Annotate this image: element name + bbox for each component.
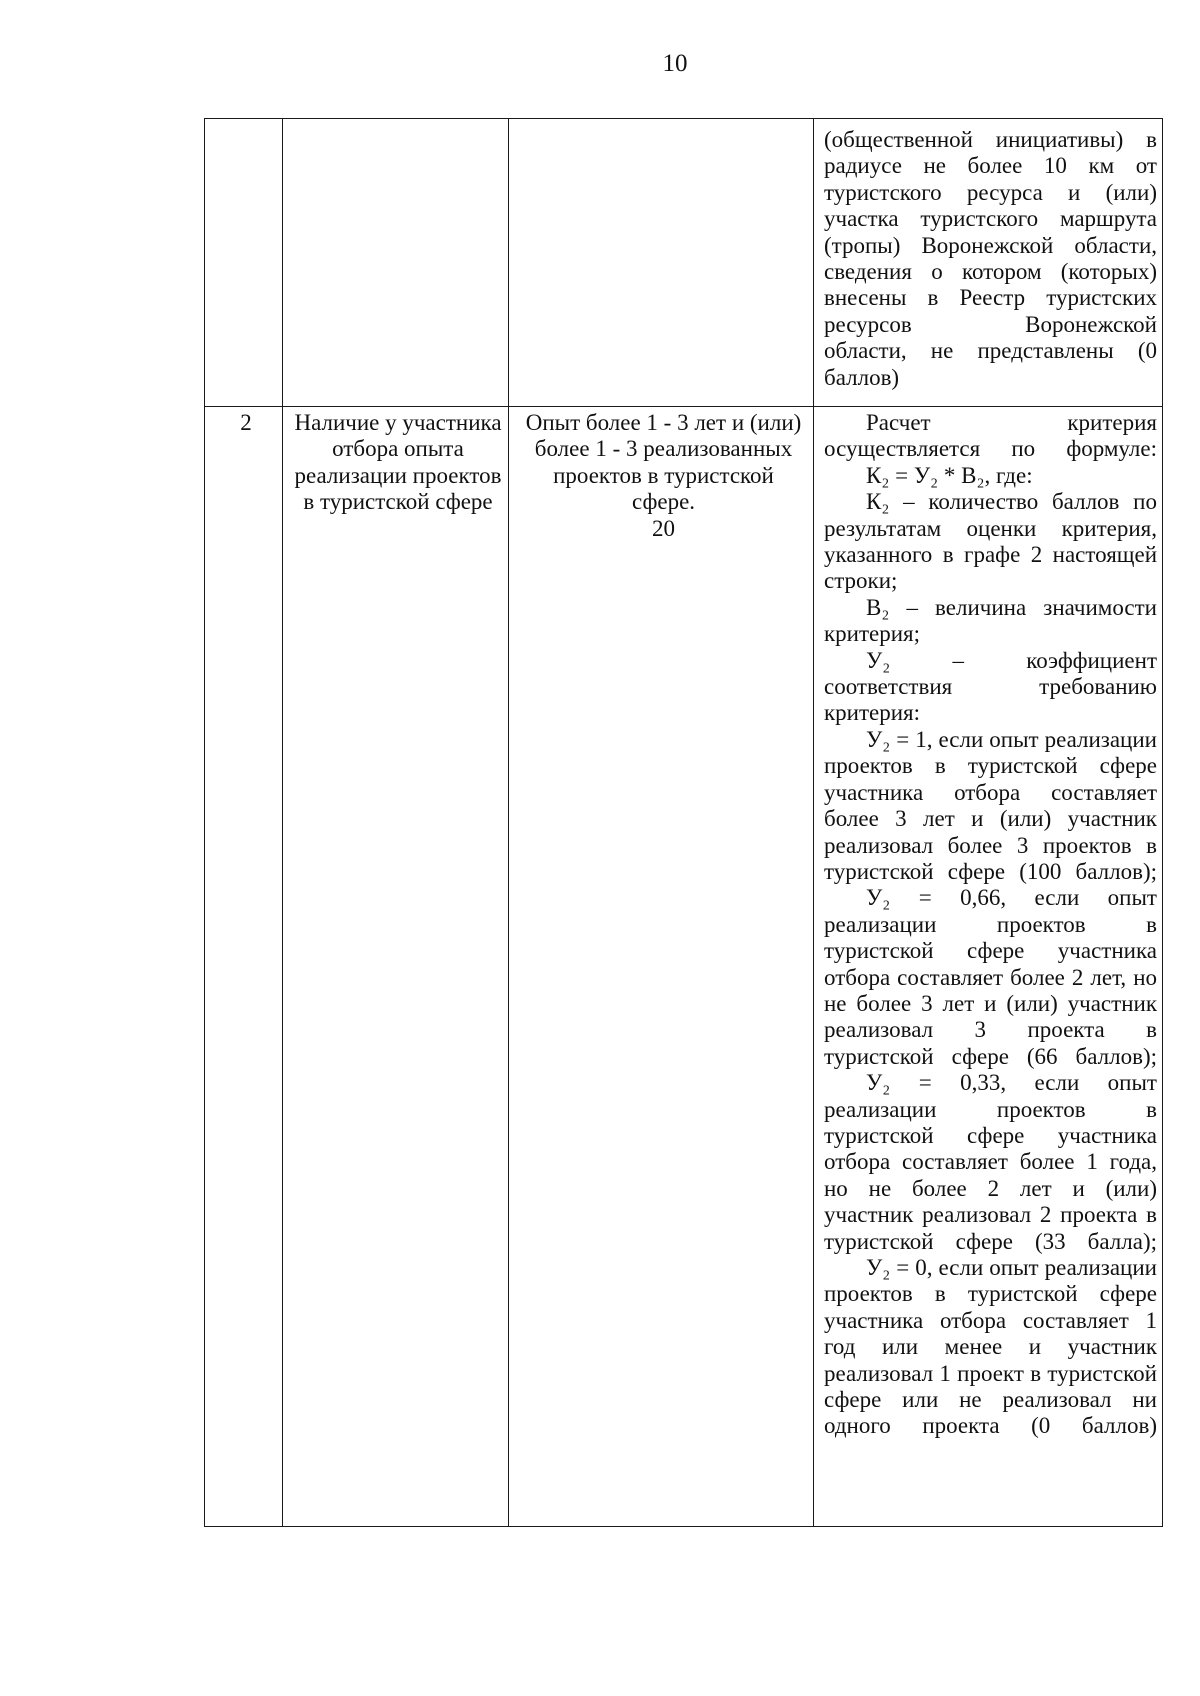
paragraph-b2: В₂ – величина значимости критерия; xyxy=(824,594,1157,647)
page-number: 10 xyxy=(662,50,688,77)
paragraph-y2-1: У₂ = 1, если опыт реализации проектов в туристской сфере участника отбора составляет более 3 лет и (или) участник реализовал более 3 проектов в туристской сфере (100 баллов); xyxy=(824,726,1157,884)
description-line: (общественной инициативы) в xyxy=(824,127,1157,152)
cell-requirement-empty xyxy=(509,119,814,407)
description-line: радиусе не более 10 км от xyxy=(824,153,1157,179)
cell-number-empty xyxy=(205,119,283,407)
description-line: туристского ресурса и (или) xyxy=(824,179,1157,205)
cell-criterion-empty xyxy=(283,119,509,407)
description-line: участка туристского маршрута xyxy=(824,206,1157,232)
paragraph-y2-0: У₂ = 0, если опыт реализации проектов в туристской сфере участника отбора составляет 1 год или менее и участник реализовал 1 проект в туристской сфере или не реализовал ни одного проекта (0 баллов) xyxy=(824,1255,1157,1439)
criteria-table xyxy=(204,118,1163,1527)
paragraph-y2: У₂ – коэффициент соответствия требованию критерия: xyxy=(824,647,1157,726)
criterion-name: Наличие у участника отбора опыта реализации проектов в туристской сфере xyxy=(283,407,509,1527)
description-line: ресурсов Воронежской xyxy=(824,311,1157,337)
cell-description-continuation xyxy=(814,119,1163,407)
row-number: 2 xyxy=(205,407,283,1527)
paragraph-formula: К₂ = У₂ * В₂, где: xyxy=(866,462,1033,488)
paragraph-y2-066: У₂ = 0,66, если опыт реализации проектов в туристской сфере участника отбора составляет более 2 лет, но не более 3 лет и (или) участник реализовал 3 проекта в туристской сфере (66 баллов); xyxy=(824,885,1157,1069)
weight-value: 20 xyxy=(652,515,675,541)
requirement-text: Опыт более 1 - 3 лет и (или) более 1 - 3 реализованных проектов в туристской сфере. xyxy=(525,410,802,515)
description-line: внесены в Реестр туристских xyxy=(824,285,1157,311)
description-line: сведения о котором (которых) xyxy=(824,259,1157,285)
description-line: баллов) xyxy=(824,364,900,390)
paragraph-k2: К₂ – количество баллов по результатам оценки критерия, указанного в графе 2 настоящей строки; xyxy=(824,489,1157,594)
paragraph-y2-033: У₂ = 0,33, если опыт реализации проектов в туристской сфере участника отбора составляет более 1 года, но не более 2 лет и (или) участник реализовал 2 проекта в туристской сфере (33 балла); xyxy=(824,1070,1157,1254)
description-line: (тропы) Воронежской области, xyxy=(824,232,1157,258)
table-row-criterion-2 xyxy=(205,407,1163,1527)
requirement-cell xyxy=(509,407,814,1527)
table-row-continuation xyxy=(205,119,1163,407)
calculation-description xyxy=(814,407,1163,1527)
description-line: области, не представлены (0 xyxy=(824,338,1157,364)
paragraph-formula-intro: Расчет критерия осуществляется по формуле: xyxy=(824,410,1157,462)
